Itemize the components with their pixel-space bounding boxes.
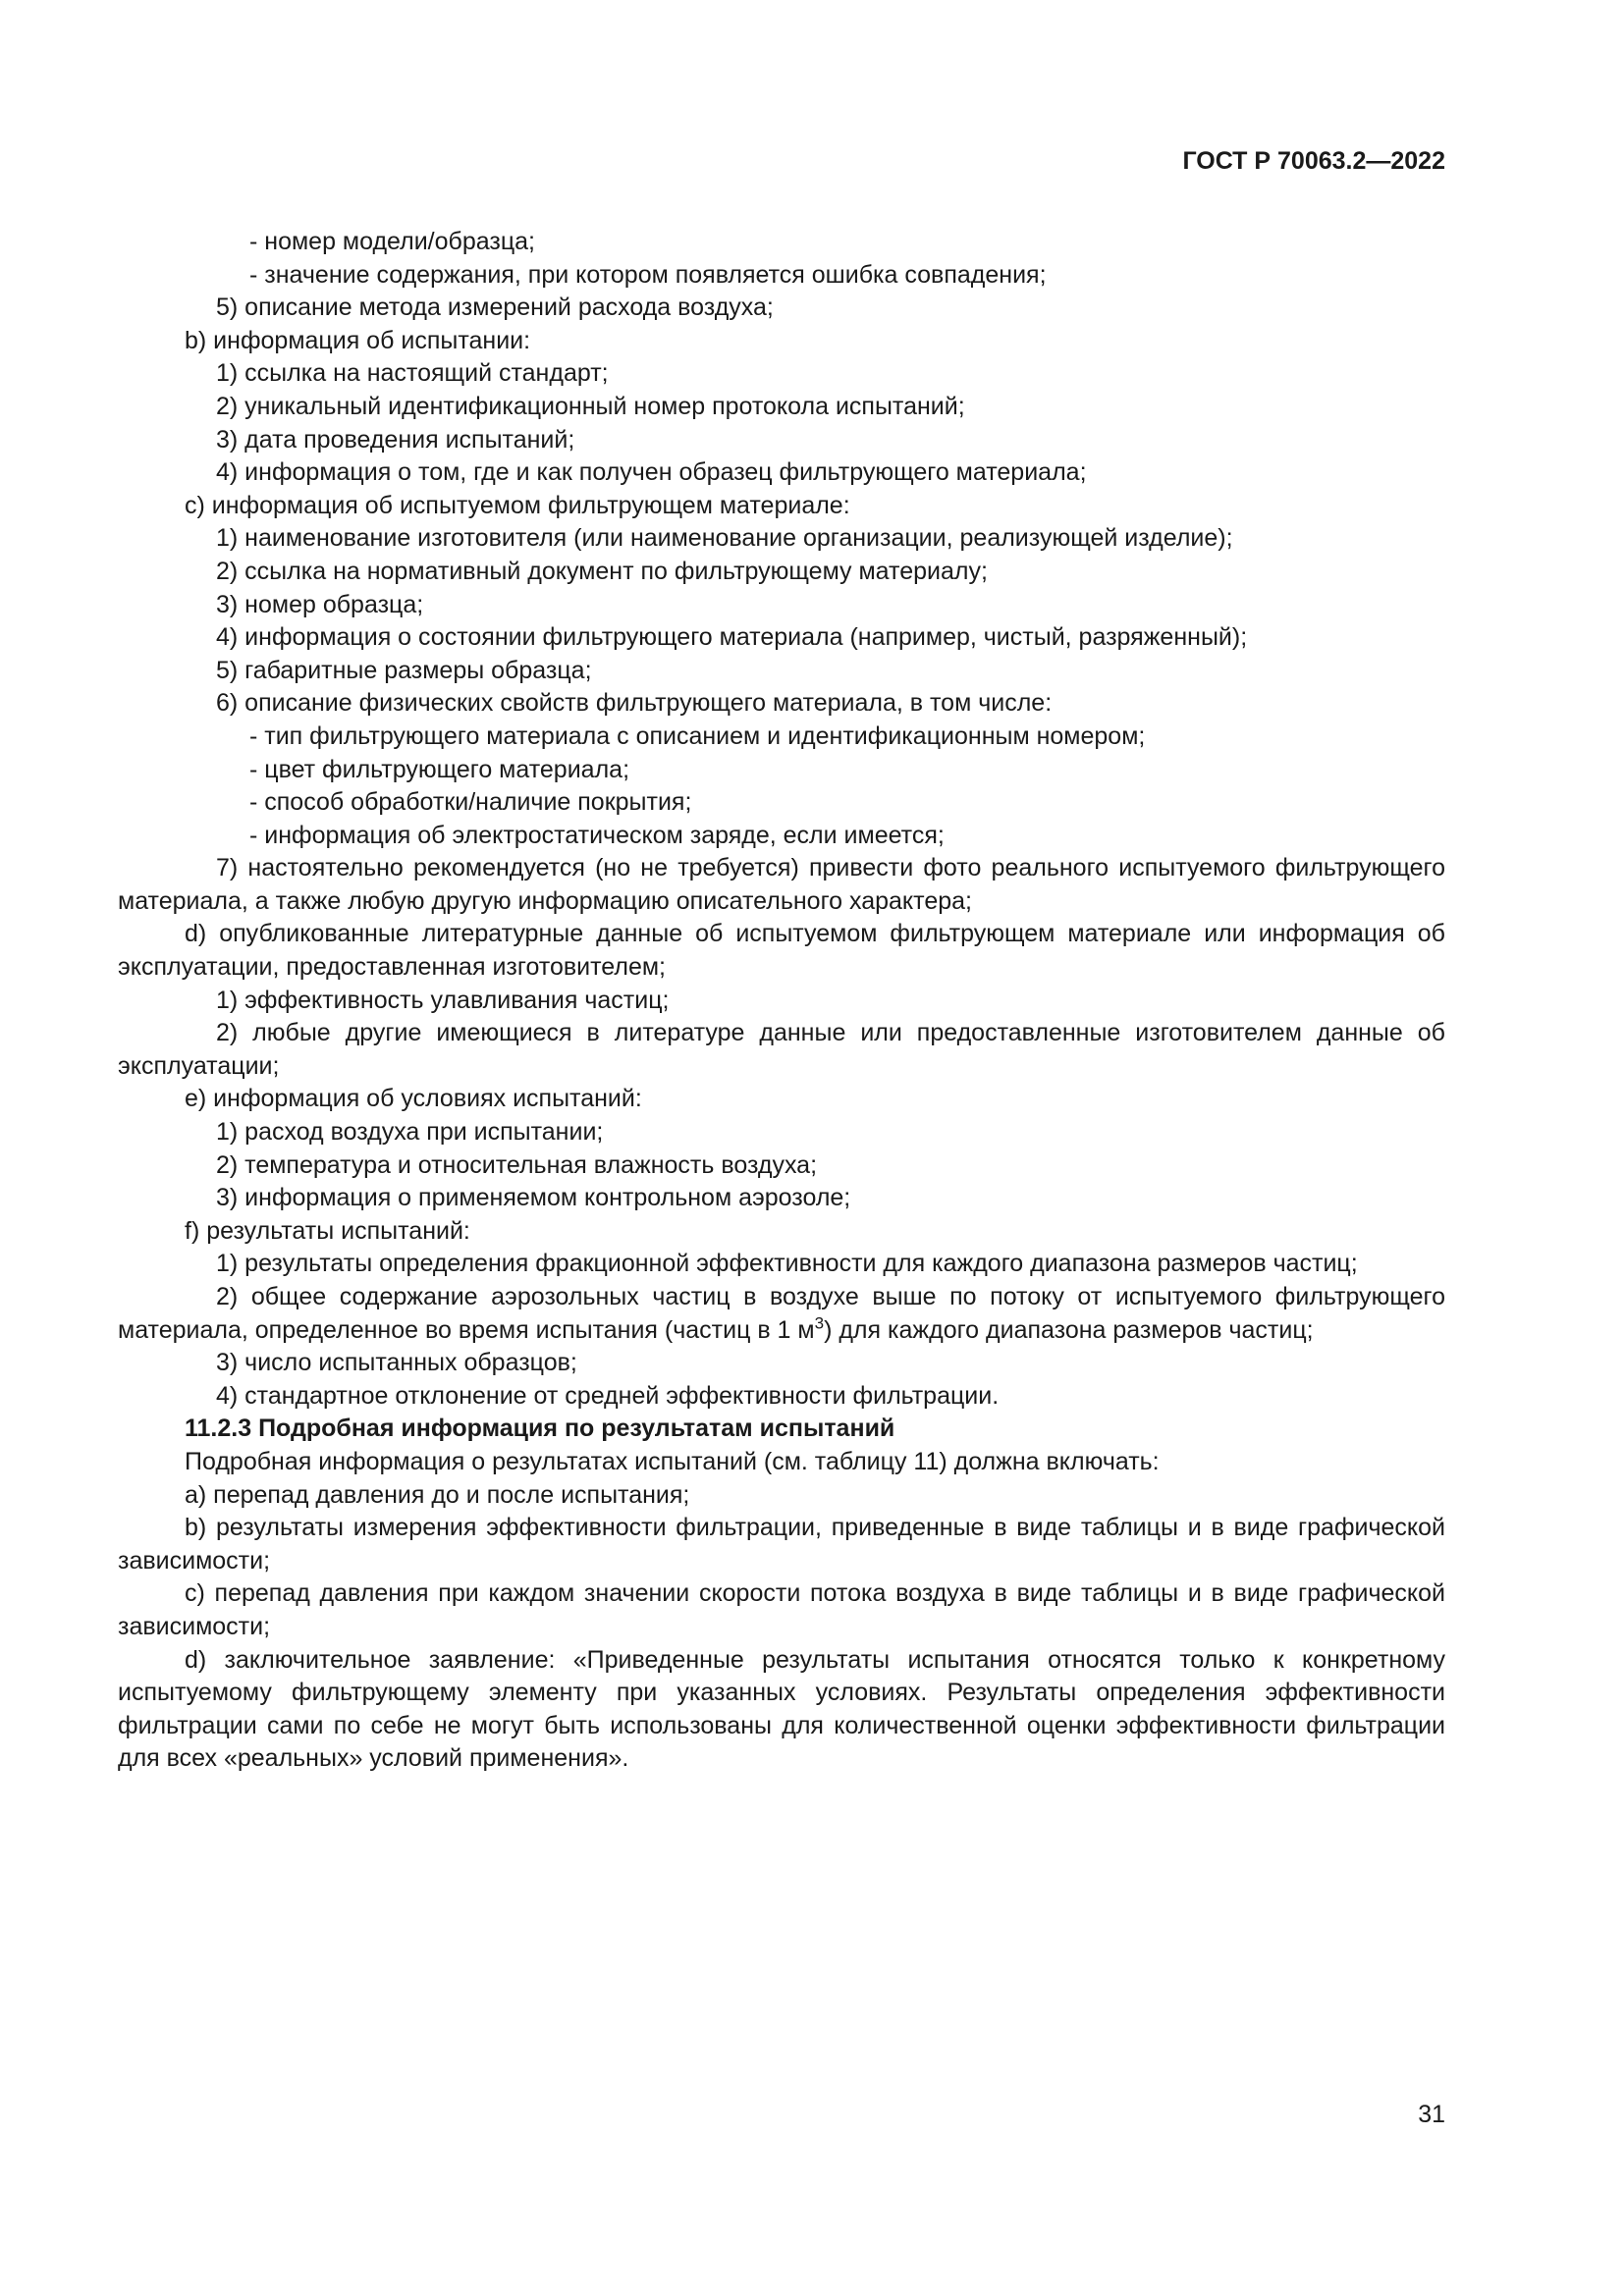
- section-heading: 11.2.3 Подробная информация по результатам испытаний: [185, 1415, 895, 1443]
- list-block-results-end: [118, 1347, 1445, 1413]
- list-item: 4) информация о том, где и как получен образец фильтрующего материала;: [216, 458, 1087, 487]
- list-block-main: [118, 226, 1445, 1281]
- list-item: - значение содержания, при котором появляется ошибка совпадения;: [249, 260, 1047, 289]
- list-item: 1) ссылка на настоящий стандарт;: [216, 359, 609, 388]
- list-item-aerosol-content: 2) общее содержание аэрозольных частиц в воздухе выше по потоку от испытуемого фильтрующего материала, определенное во время испытания (частиц в 1 $м^3$) для каждого диапазона размеров частиц;: [118, 1283, 1445, 1344]
- list-item: 1) наименование изготовителя (или наименование организации, реализующей изделие);: [216, 524, 1233, 553]
- list-item: 3) информация о применяемом контрольном аэрозоле;: [216, 1184, 851, 1212]
- list-item: f) результаты испытаний:: [185, 1216, 470, 1245]
- list-item: 7) настоятельно рекомендуется (но не требуется) привести фото реального испытуемого фильтрующего материала, а также любую другую информацию описательного характера;: [118, 854, 1445, 915]
- document-body: [118, 226, 1445, 1776]
- list-item: 1) расход воздуха при испытании;: [216, 1118, 604, 1147]
- list-item: 1) результаты определения фракционной эффективности для каждого диапазона размеров частиц;: [216, 1250, 1358, 1278]
- list-item: d) опубликованные литературные данные об испытуемом фильтрующем материале или информация об эксплуатации, предоставленная изготовителем;: [118, 920, 1445, 982]
- list-item: 3) номер образца;: [216, 590, 424, 618]
- list-item: 2) температура и относительная влажность воздуха;: [216, 1150, 818, 1179]
- list-item: 4) информация о состоянии фильтрующего материала (например, чистый, разряженный);: [216, 623, 1248, 652]
- list-item: - цвет фильтрующего материала;: [249, 755, 630, 783]
- list-item: c) перепад давления при каждом значении скорости потока воздуха в виде таблицы и в виде графической зависимости;: [118, 1579, 1445, 1640]
- list-block-detailed-results: [118, 1446, 1445, 1776]
- page-number: 31: [1418, 2101, 1445, 2128]
- list-item: 4) стандартное отклонение от средней эффективности фильтрации.: [216, 1381, 1000, 1410]
- list-item: d) заключительное заявление: «Приведенные результаты испытания относятся только к конкретному испытуемому фильтрующему элементу при указанных условиях. Результаты определения эффективности фильтрации сами по себе не могут быть использованы для количественной оценки эффективности фильтрации для всех «реальных» условий применения».: [118, 1645, 1445, 1773]
- list-item: e) информация об условиях испытаний:: [185, 1085, 642, 1113]
- list-item: 2) уникальный идентификационный номер протокола испытаний;: [216, 392, 965, 420]
- list-item: 1) эффективность улавливания частиц;: [216, 986, 670, 1014]
- list-item: 2) любые другие имеющиеся в литературе данные или предоставленные изготовителем данные об эксплуатации;: [118, 1019, 1445, 1080]
- list-item: - тип фильтрующего материала с описанием и идентификационным номером;: [249, 721, 1146, 750]
- list-item: - способ обработки/наличие покрытия;: [249, 788, 692, 817]
- list-item: 5) описание метода измерений расхода воздуха;: [216, 294, 774, 322]
- list-item: b) результаты измерения эффективности фильтрации, приведенные в виде таблицы и в виде графической зависимости;: [118, 1514, 1445, 1575]
- list-item: 5) габаритные размеры образца;: [216, 656, 592, 684]
- document-number: ГОСТ Р 70063.2—2022: [1182, 147, 1445, 175]
- list-item: c) информация об испытуемом фильтрующем материале:: [185, 491, 850, 519]
- list-item: b) информация об испытании:: [185, 326, 531, 354]
- list-item: 3) число испытанных образцов;: [216, 1349, 577, 1377]
- list-item: 3) дата проведения испытаний;: [216, 425, 575, 454]
- list-item: - информация об электростатическом заряде, если имеется;: [249, 821, 945, 849]
- list-item: - номер модели/образца;: [249, 228, 536, 255]
- list-item: 2) ссылка на нормативный документ по фильтрующему материалу;: [216, 557, 988, 585]
- list-item: a) перепад давления до и после испытания;: [185, 1480, 690, 1509]
- list-item: Подробная информация о результатах испытаний (см. таблицу 11) должна включать:: [185, 1447, 1160, 1475]
- list-item: 6) описание физических свойств фильтрующего материала, в том числе:: [216, 689, 1053, 718]
